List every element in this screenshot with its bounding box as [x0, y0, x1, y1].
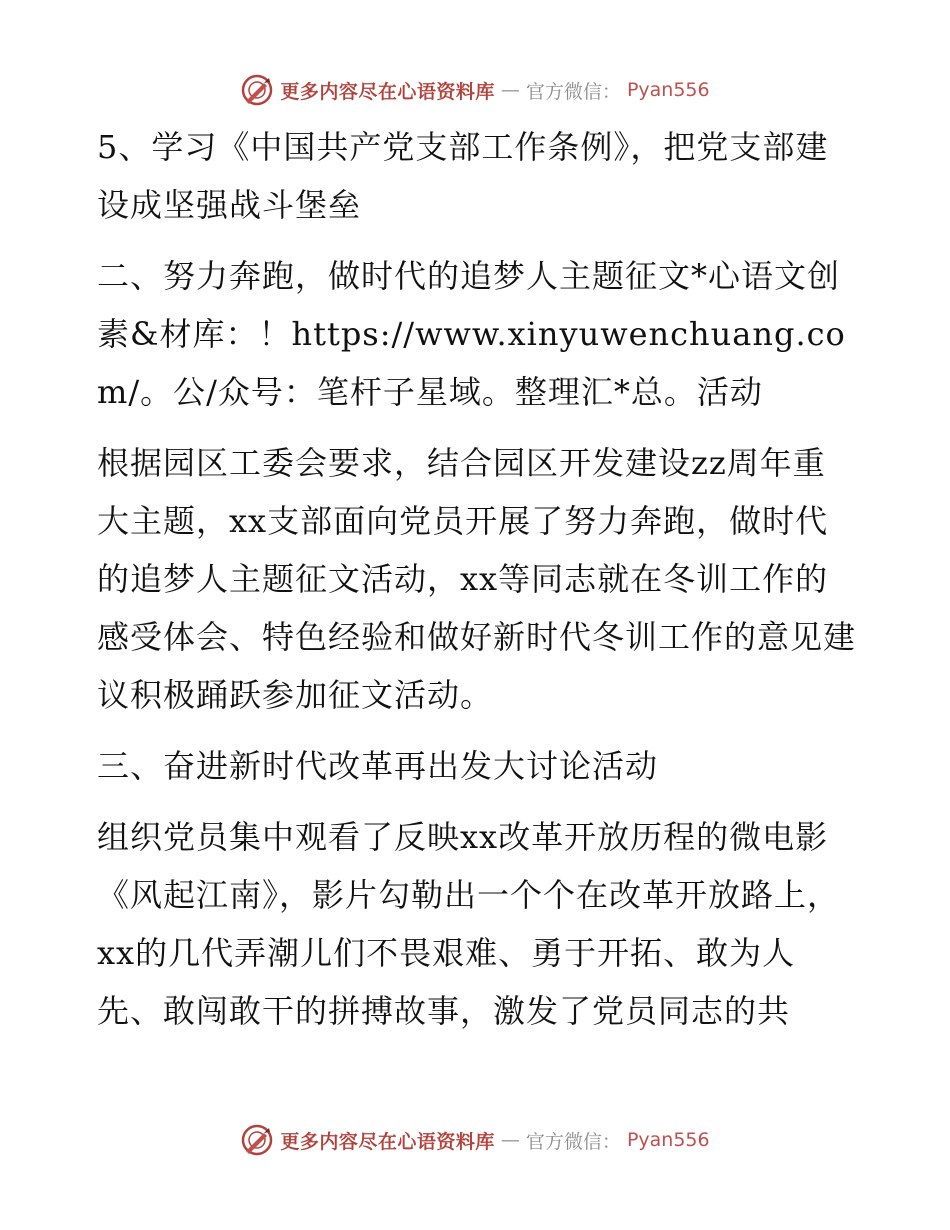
watermark-label: 官方微信：	[525, 1130, 621, 1153]
section-heading-3: 三、奋进新时代改革再出发大讨论活动	[97, 747, 659, 785]
watermark-wechat-id: Pyan556	[626, 1129, 710, 1151]
header-watermark	[0, 70, 950, 110]
watermark-text: 更多内容尽在心语资料库	[280, 80, 495, 103]
watermark-separator: —	[500, 1129, 520, 1151]
brand-logo-icon	[240, 73, 274, 107]
paragraph-item-5: 5、学习《中国共产党支部工作条例》，把党支部建设成坚强战斗堡垒	[97, 128, 829, 224]
footer-watermark	[0, 1120, 950, 1160]
brand-logo-icon	[240, 1123, 274, 1157]
watermark-wechat-id: Pyan556	[626, 79, 710, 101]
paragraph-essay-activity: 根据园区工委会要求，结合园区开发建设zz周年重大主题，xx支部面向党员开展了努力奔跑，做时代的追梦人主题征文活动，xx等同志就在冬训工作的感受体会、特色经验和做好新时代冬训工作的意见建议积极踊跃参加征文活动。	[97, 444, 857, 714]
watermark-text: 更多内容尽在心语资料库	[280, 1130, 495, 1153]
document-body	[97, 118, 857, 1053]
watermark-separator: —	[500, 79, 520, 101]
watermark-label: 官方微信：	[525, 80, 621, 103]
section-heading-2: 二、努力奔跑，做时代的追梦人主题征文*心语文创素&材库：！https://www.xinyuwenchuang.com/。公/众号：笔杆子星域。整理汇*总。活动	[97, 257, 846, 411]
paragraph-film-viewing: 组织党员集中观看了反映xx改革开放历程的微电影《风起江南》，影片勾勒出一个个在改革开放路上，xx的几代弄潮儿们不畏艰难、勇于开拓、敢为人先、敢闯敢干的拼搏故事，激发了党员同志的共	[97, 818, 841, 1030]
